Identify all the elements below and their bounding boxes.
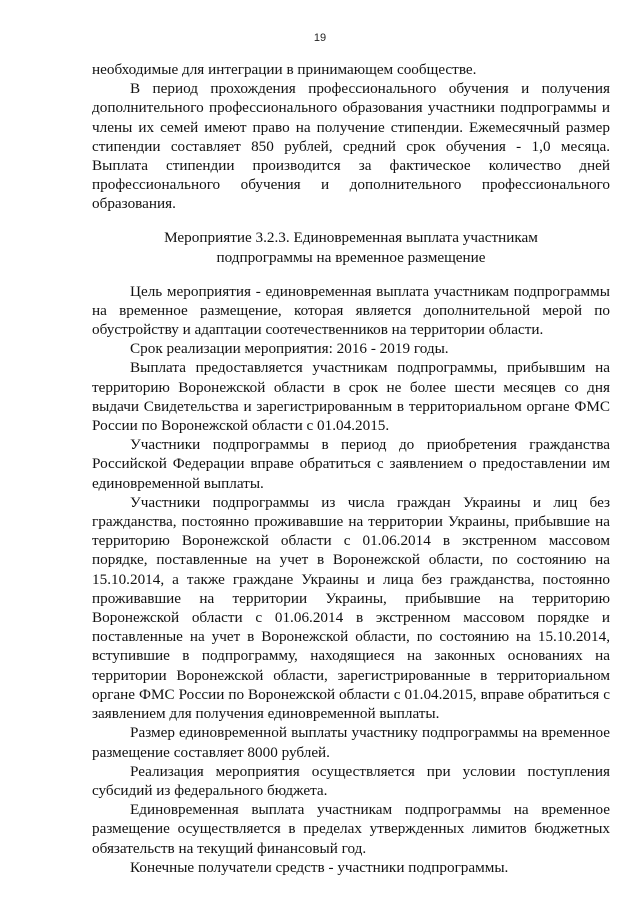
paragraph-funding-condition: Реализация мероприятия осуществляется при условии поступления субсидий из федерального бюджета. (92, 762, 610, 799)
paragraph-payment-amount: Размер единовременной выплаты участнику подпрограммы на временное размещение составляет 8000 рублей. (92, 724, 610, 761)
paragraph-stipend: В период прохождения профессионального обучения и получения дополнительного профессионального образования участники подпрограммы и члены их семей имеют право на получение стипендии. Ежемесячный размер стипендии составляет 850 рублей, средний срок обучения - 1,0 месяца. Выплата стипендии производится за фактическое количество дней профессионального обучения и дополнительного профессионального образования. (92, 80, 610, 213)
paragraph-goal: Цель мероприятия - единовременная выплата участникам подпрограммы на временное размещение, которая является дополнительной мерой по обустройству и адаптации соотечественников на территории области. (92, 282, 610, 339)
section-heading (92, 228, 610, 268)
paragraph-ukraine-participants: Участники подпрограммы из числа граждан Украины и лиц без гражданства, постоянно проживавшие на территории Украины, прибывшие на территорию Воронежской области с 01.06.2014 в экстренном массовом порядке, поставленные на учет в Воронежской области, по состоянию на 15.10.2014, а также граждане Украины и лица без гражданства, постоянно проживавшие на территории Украины, прибывшие на территорию Воронежской области с 01.06.2014 в экстренном массовом порядке и поставленные на учет в Воронежской области, по состоянию на 15.10.2014, вступившие в подпрограмму, находящиеся на законных основаниях на территории Воронежской области, зарегистрированные в территориальном органе ФМС России по Воронежской области с 01.04.2015, вправе обратиться с заявлением для получения единовременной выплаты. (92, 493, 610, 723)
page-number: 19 (313, 32, 327, 44)
paragraph-final-recipients: Конечные получатели средств - участники подпрограммы. (130, 858, 509, 876)
paragraph-application-right: Участники подпрограммы в период до приобретения гражданства Российской Федерации вправе обратиться с заявлением о предоставлении им единовременной выплаты. (92, 436, 610, 492)
document-body (92, 60, 610, 877)
paragraph-eligibility: Выплата предоставляется участникам подпрограммы, прибывшим на территорию Воронежской области в срок не более шести месяцев со дня выдачи Свидетельства и зарегистрированным в территориальном органе ФМС России по Воронежской области с 01.04.2015. (92, 359, 610, 435)
paragraph-continuation: необходимые для интеграции в принимающем сообществе. (92, 61, 477, 78)
section-heading-line-1: Мероприятие 3.2.3. Единовременная выплата участникам (164, 228, 538, 246)
paragraph-term: Срок реализации мероприятия: 2016 - 2019 годы. (130, 340, 449, 358)
section-heading-line-2: подпрограммы на временное размещение (216, 248, 486, 266)
paragraph-budget-limits: Единовременная выплата участникам подпрограммы на временное размещение осуществляется в пределах утвержденных лимитов бюджетных обязательств на текущий финансовый год. (92, 801, 610, 857)
